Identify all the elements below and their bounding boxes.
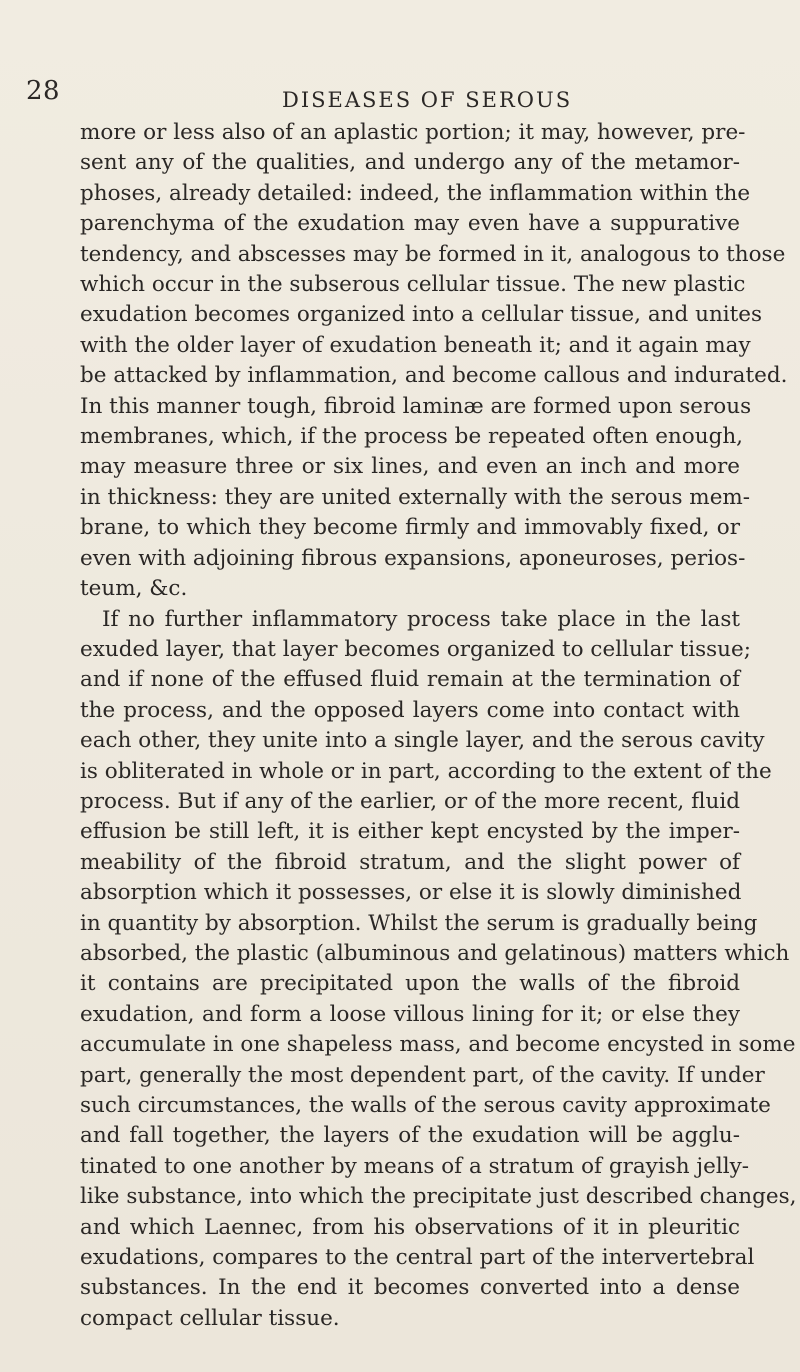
- text-line: absorbed, the plastic (albuminous and gelatinous) matters which: [80, 940, 790, 966]
- text-line: If no further inflammatory process take place in the last: [102, 606, 740, 632]
- text-line: brane, to which they become firmly and immovably fixed, or: [80, 515, 740, 541]
- text-line: and fall together, the layers of the exudation will be agglu-: [80, 1123, 740, 1149]
- text-line: is obliterated in whole or in part, according to the extent of the: [80, 758, 772, 784]
- text-line: In this manner tough, fibroid laminæ are formed upon serous: [80, 393, 752, 419]
- text-line: meability of the fibroid stratum, and the slight power of: [80, 849, 740, 875]
- text-line: absorption which it possesses, or else it is slowly diminished: [80, 880, 742, 906]
- text-line: teum, &c.: [80, 576, 188, 602]
- text-line: like substance, into which the precipitate just described changes,: [80, 1184, 797, 1210]
- text-line: the process, and the opposed layers come into contact with: [80, 697, 740, 723]
- text-line: parenchyma of the exudation may even have a suppurative: [80, 211, 740, 237]
- text-line: in thickness: they are united externally with the serous mem-: [80, 484, 751, 510]
- text-line: tendency, and abscesses may be formed in it, analogous to those: [80, 241, 786, 267]
- text-line: with the older layer of exudation beneath it; and it again may: [80, 332, 751, 358]
- running-title: DISEASES OF SEROUS: [282, 88, 573, 112]
- text-line: exudation becomes organized into a cellular tissue, and unites: [80, 302, 763, 328]
- text-line: may measure three or six lines, and even an inch and more: [80, 454, 740, 480]
- text-line: more or less also of an aplastic portion; it may, however, pre-: [80, 120, 746, 145]
- text-line: it contains are precipitated upon the walls of the fibroid: [80, 971, 740, 997]
- text-line: each other, they unite into a single layer, and the serous cavity: [80, 728, 765, 754]
- text-line: compact cellular tissue.: [80, 1305, 340, 1331]
- text-line: accumulate in one shapeless mass, and become encysted in some: [80, 1032, 796, 1058]
- paragraph: [80, 118, 788, 605]
- text-line: and if none of the effused fluid remain at the termination of: [80, 667, 740, 693]
- body-text: [80, 118, 797, 1334]
- text-line: which occur in the subserous cellular tissue. The new plastic: [80, 272, 746, 298]
- paragraph: [80, 605, 797, 1335]
- text-line: process. But if any of the earlier, or of the more recent, fluid: [80, 788, 740, 814]
- text-line: part, generally the most dependent part, of the cavity. If under: [80, 1062, 765, 1088]
- text-line: exudation, and form a loose villous lining for it; or else they: [80, 1001, 740, 1027]
- text-line: even with adjoining fibrous expansions, aponeuroses, perios-: [80, 545, 746, 571]
- text-line: effusion be still left, it is either kept encysted by the imper-: [80, 819, 740, 845]
- text-line: such circumstances, the walls of the serous cavity approximate: [80, 1093, 771, 1118]
- text-line: phoses, already detailed: indeed, the inflammation within the: [80, 180, 751, 206]
- text-line: exuded layer, that layer becomes organized to cellular tissue;: [80, 636, 751, 662]
- text-line: tinated to one another by means of a stratum of grayish jelly-: [80, 1153, 749, 1179]
- text-line: in quantity by absorption. Whilst the serum is gradually being: [80, 910, 758, 936]
- text-line: sent any of the qualities, and undergo any of the metamor-: [80, 150, 740, 176]
- text-line: membranes, which, if the process be repeated often enough,: [80, 424, 744, 450]
- text-line: substances. In the end it becomes converted into a dense: [80, 1275, 740, 1301]
- text-line: exudations, compares to the central part of the intervertebral: [80, 1245, 755, 1271]
- text-line: and which Laennec, from his observations of it in pleuritic: [80, 1214, 740, 1240]
- text-line: be attacked by inflammation, and become callous and indurated.: [80, 363, 788, 389]
- page-number: 28: [26, 76, 61, 106]
